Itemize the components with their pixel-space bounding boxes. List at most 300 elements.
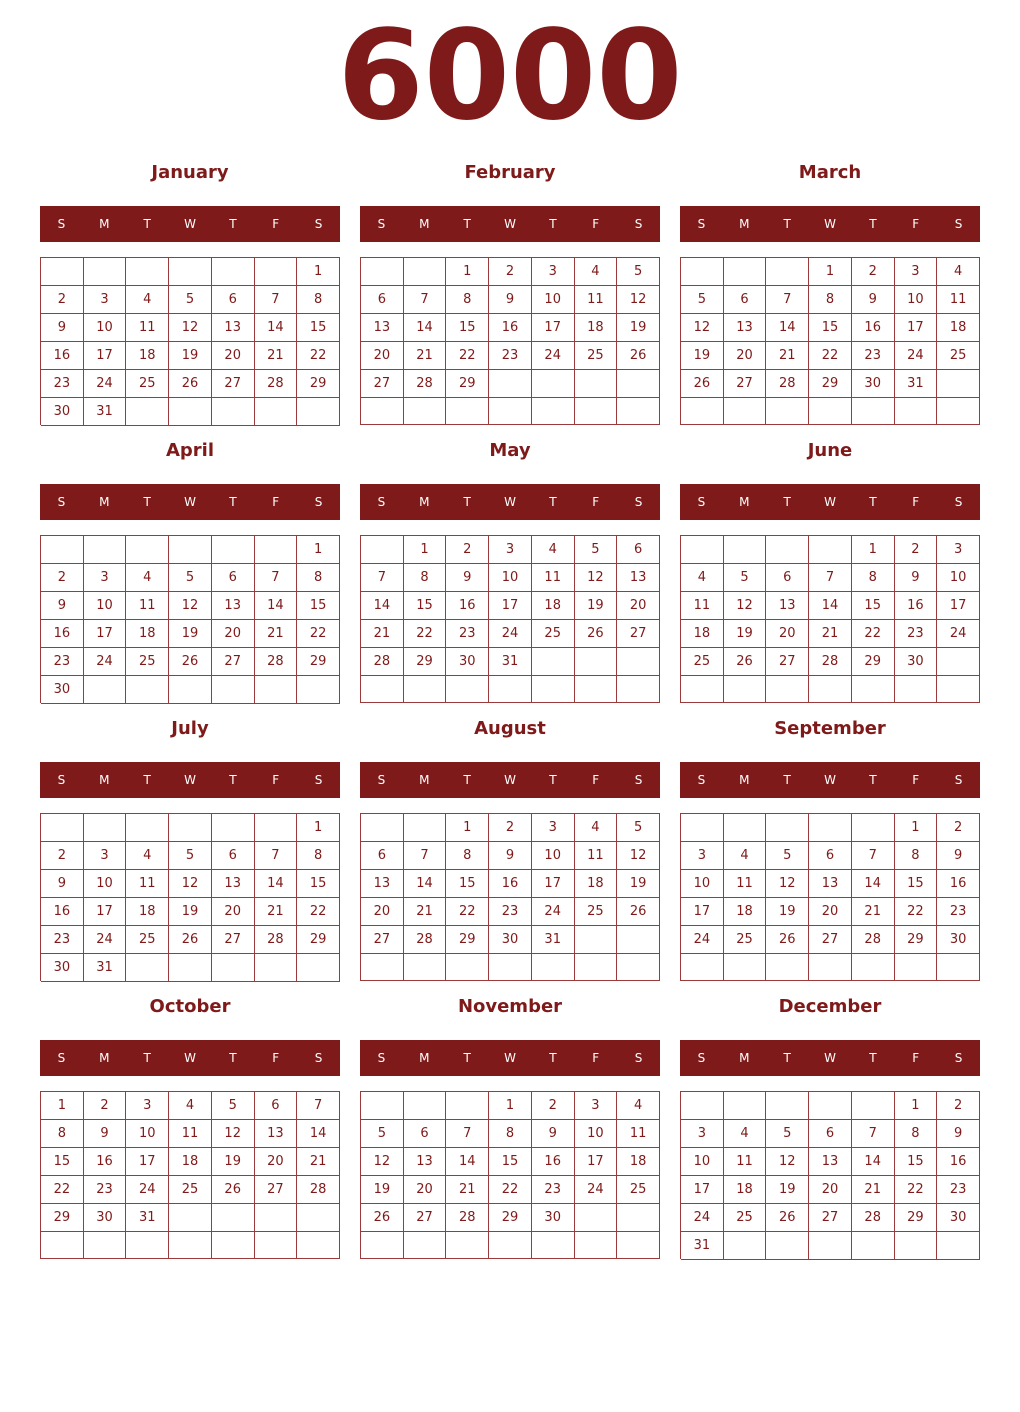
day-cell: 13 <box>212 314 255 342</box>
day-cell: 18 <box>724 898 767 926</box>
day-cell: 16 <box>937 870 980 898</box>
day-cell <box>937 954 980 981</box>
day-cell <box>212 398 255 426</box>
day-cell <box>937 648 980 676</box>
day-cell: 10 <box>532 842 575 870</box>
day-cell: 27 <box>404 1204 447 1232</box>
day-cell <box>169 814 212 842</box>
day-cell: 6 <box>212 286 255 314</box>
day-cell: 2 <box>41 286 84 314</box>
day-cell <box>126 536 169 564</box>
day-cell <box>852 1092 895 1120</box>
day-cell: 26 <box>575 620 618 648</box>
day-cell: 15 <box>895 1148 938 1176</box>
day-cell: 22 <box>446 342 489 370</box>
day-cell: 15 <box>852 592 895 620</box>
weekday-label: S <box>634 495 643 509</box>
day-cell: 7 <box>766 286 809 314</box>
day-cell <box>937 676 980 703</box>
day-cell: 2 <box>489 258 532 286</box>
day-cell <box>575 676 618 703</box>
day-cell: 10 <box>489 564 532 592</box>
day-cell: 16 <box>489 870 532 898</box>
day-cell: 29 <box>446 926 489 954</box>
day-cell: 27 <box>617 620 660 648</box>
day-cell: 17 <box>84 342 127 370</box>
day-cell: 3 <box>489 536 532 564</box>
weekday-label: T <box>783 773 791 787</box>
day-cell: 15 <box>895 870 938 898</box>
day-cell <box>766 676 809 703</box>
day-cell <box>212 1204 255 1232</box>
day-cell: 16 <box>532 1148 575 1176</box>
day-cell: 4 <box>575 814 618 842</box>
day-cell: 30 <box>937 1204 980 1232</box>
day-cell: 16 <box>895 592 938 620</box>
month-name: July <box>171 718 209 739</box>
day-cell <box>937 1232 980 1260</box>
day-cell: 7 <box>446 1120 489 1148</box>
day-cell: 20 <box>212 342 255 370</box>
day-cell <box>255 814 298 842</box>
day-cell: 21 <box>852 1176 895 1204</box>
day-cell: 9 <box>937 842 980 870</box>
day-cell: 28 <box>297 1176 340 1204</box>
day-cell: 24 <box>84 370 127 398</box>
day-cell: 29 <box>297 648 340 676</box>
day-cell <box>809 954 852 981</box>
day-cell: 13 <box>255 1120 298 1148</box>
month-name: April <box>165 440 215 461</box>
weekday-label: T <box>143 1051 151 1065</box>
day-cell: 15 <box>809 314 852 342</box>
day-cell <box>724 814 767 842</box>
day-cell: 22 <box>297 898 340 926</box>
day-cell: 19 <box>212 1148 255 1176</box>
day-cell: 23 <box>84 1176 127 1204</box>
day-cell <box>41 536 84 564</box>
day-cell: 2 <box>895 536 938 564</box>
day-cell: 24 <box>681 926 724 954</box>
day-cell <box>766 1232 809 1260</box>
day-cell <box>297 954 340 982</box>
day-cell: 23 <box>937 1176 980 1204</box>
weekday-label: T <box>463 1051 471 1065</box>
weekday-label: S <box>377 217 386 231</box>
day-cell <box>297 398 340 426</box>
weekday-header <box>360 484 660 520</box>
day-cell: 21 <box>255 898 298 926</box>
day-cell: 8 <box>404 564 447 592</box>
day-cell: 12 <box>169 870 212 898</box>
day-grid <box>40 813 340 981</box>
day-cell: 3 <box>532 258 575 286</box>
day-cell: 7 <box>361 564 404 592</box>
day-cell <box>255 536 298 564</box>
day-cell: 9 <box>895 564 938 592</box>
day-cell: 8 <box>446 286 489 314</box>
weekday-label: T <box>463 217 471 231</box>
day-cell: 25 <box>532 620 575 648</box>
weekday-label: W <box>824 495 836 509</box>
day-cell: 21 <box>297 1148 340 1176</box>
day-cell <box>532 676 575 703</box>
year-title: 6000 <box>337 4 683 148</box>
day-cell: 6 <box>212 842 255 870</box>
day-cell <box>489 398 532 425</box>
day-cell <box>532 370 575 398</box>
weekday-label: F <box>272 495 280 509</box>
day-cell: 8 <box>297 286 340 314</box>
day-cell: 10 <box>532 286 575 314</box>
day-cell: 18 <box>937 314 980 342</box>
day-cell <box>681 258 724 286</box>
day-cell <box>617 398 660 425</box>
day-cell: 14 <box>809 592 852 620</box>
day-cell <box>404 676 447 703</box>
day-cell: 13 <box>212 592 255 620</box>
weekday-label: W <box>504 773 516 787</box>
day-cell: 9 <box>489 286 532 314</box>
day-cell: 27 <box>361 370 404 398</box>
day-cell: 20 <box>617 592 660 620</box>
day-cell: 10 <box>84 314 127 342</box>
day-cell <box>724 1232 767 1260</box>
day-cell: 9 <box>937 1120 980 1148</box>
day-cell: 4 <box>532 536 575 564</box>
weekday-label: M <box>99 217 110 231</box>
day-cell: 9 <box>84 1120 127 1148</box>
weekday-label: T <box>869 773 877 787</box>
day-cell <box>212 1232 255 1259</box>
day-cell <box>852 814 895 842</box>
day-cell: 17 <box>681 898 724 926</box>
day-cell <box>212 814 255 842</box>
weekday-label: S <box>314 495 323 509</box>
day-cell: 11 <box>724 870 767 898</box>
day-cell: 8 <box>489 1120 532 1148</box>
weekday-header <box>40 762 340 798</box>
day-cell <box>681 954 724 981</box>
day-cell: 26 <box>169 648 212 676</box>
day-cell: 4 <box>126 286 169 314</box>
day-cell: 18 <box>724 1176 767 1204</box>
day-cell: 5 <box>617 814 660 842</box>
day-cell: 27 <box>255 1176 298 1204</box>
weekday-label: W <box>504 495 516 509</box>
day-cell: 7 <box>404 286 447 314</box>
weekday-label: S <box>697 217 706 231</box>
weekday-label: T <box>549 1051 557 1065</box>
day-cell: 14 <box>404 314 447 342</box>
day-cell: 30 <box>532 1204 575 1232</box>
weekday-label: M <box>739 773 750 787</box>
weekday-label: T <box>143 495 151 509</box>
day-cell: 25 <box>575 898 618 926</box>
day-cell: 28 <box>446 1204 489 1232</box>
weekday-label: T <box>463 773 471 787</box>
weekday-label: S <box>697 773 706 787</box>
day-cell: 15 <box>404 592 447 620</box>
day-cell: 30 <box>41 398 84 426</box>
day-cell: 5 <box>212 1092 255 1120</box>
day-cell <box>297 676 340 704</box>
day-cell: 20 <box>724 342 767 370</box>
weekday-label: S <box>954 495 963 509</box>
day-cell <box>361 1092 404 1120</box>
day-cell <box>404 258 447 286</box>
day-cell: 23 <box>41 926 84 954</box>
day-cell: 31 <box>126 1204 169 1232</box>
day-cell: 29 <box>297 926 340 954</box>
day-cell: 28 <box>255 370 298 398</box>
weekday-label: T <box>783 217 791 231</box>
day-cell: 29 <box>852 648 895 676</box>
day-cell: 9 <box>41 592 84 620</box>
day-cell: 5 <box>766 842 809 870</box>
day-cell: 21 <box>404 342 447 370</box>
weekday-label: F <box>912 773 920 787</box>
day-cell <box>617 648 660 676</box>
weekday-label: S <box>954 1051 963 1065</box>
weekday-label: S <box>314 773 323 787</box>
weekday-label: M <box>99 495 110 509</box>
day-cell: 8 <box>809 286 852 314</box>
day-cell: 25 <box>617 1176 660 1204</box>
day-cell: 1 <box>41 1092 84 1120</box>
day-cell: 4 <box>617 1092 660 1120</box>
day-cell: 24 <box>937 620 980 648</box>
day-cell: 4 <box>126 842 169 870</box>
weekday-label: S <box>57 217 66 231</box>
day-cell: 31 <box>532 926 575 954</box>
day-cell: 29 <box>297 370 340 398</box>
day-cell: 18 <box>575 314 618 342</box>
day-cell <box>446 1232 489 1259</box>
day-cell <box>212 676 255 704</box>
day-cell: 11 <box>126 870 169 898</box>
weekday-label: F <box>912 1051 920 1065</box>
month-name: June <box>807 440 853 461</box>
day-cell: 4 <box>937 258 980 286</box>
day-cell: 25 <box>126 648 169 676</box>
day-cell: 6 <box>404 1120 447 1148</box>
day-cell <box>169 536 212 564</box>
day-cell <box>895 398 938 425</box>
day-cell: 26 <box>724 648 767 676</box>
day-cell <box>489 370 532 398</box>
day-cell: 17 <box>126 1148 169 1176</box>
day-cell: 2 <box>446 536 489 564</box>
weekday-header <box>680 206 980 242</box>
weekday-label: F <box>272 217 280 231</box>
day-cell <box>212 536 255 564</box>
day-cell: 12 <box>361 1148 404 1176</box>
day-cell: 23 <box>895 620 938 648</box>
day-cell: 29 <box>809 370 852 398</box>
day-cell: 17 <box>895 314 938 342</box>
day-cell: 30 <box>852 370 895 398</box>
day-cell: 11 <box>169 1120 212 1148</box>
weekday-header <box>40 1040 340 1076</box>
day-cell: 3 <box>532 814 575 842</box>
day-cell: 31 <box>895 370 938 398</box>
day-cell <box>41 258 84 286</box>
day-cell: 7 <box>255 564 298 592</box>
day-cell <box>489 954 532 981</box>
day-cell: 4 <box>575 258 618 286</box>
day-cell: 17 <box>84 620 127 648</box>
day-cell: 22 <box>852 620 895 648</box>
day-cell <box>766 536 809 564</box>
day-cell: 6 <box>766 564 809 592</box>
day-cell <box>681 814 724 842</box>
weekday-label: S <box>954 773 963 787</box>
day-cell: 18 <box>681 620 724 648</box>
weekday-label: T <box>229 773 237 787</box>
day-cell: 25 <box>126 926 169 954</box>
day-cell: 4 <box>724 1120 767 1148</box>
day-cell: 10 <box>84 870 127 898</box>
weekday-header <box>360 1040 660 1076</box>
day-cell <box>809 536 852 564</box>
day-cell: 24 <box>489 620 532 648</box>
day-cell: 13 <box>361 870 404 898</box>
day-cell: 15 <box>446 314 489 342</box>
weekday-header <box>680 1040 980 1076</box>
day-cell: 18 <box>617 1148 660 1176</box>
day-cell: 28 <box>255 926 298 954</box>
day-cell: 2 <box>84 1092 127 1120</box>
day-cell <box>361 954 404 981</box>
day-cell: 10 <box>895 286 938 314</box>
month-name: September <box>774 718 886 739</box>
weekday-label: S <box>377 773 386 787</box>
day-cell <box>169 258 212 286</box>
day-cell: 3 <box>84 842 127 870</box>
day-cell: 17 <box>681 1176 724 1204</box>
day-cell: 6 <box>212 564 255 592</box>
day-cell: 20 <box>361 898 404 926</box>
day-cell: 2 <box>532 1092 575 1120</box>
weekday-label: W <box>504 217 516 231</box>
day-cell: 27 <box>212 648 255 676</box>
day-cell <box>575 370 618 398</box>
weekday-label: S <box>954 217 963 231</box>
day-cell: 6 <box>361 286 404 314</box>
day-cell: 8 <box>446 842 489 870</box>
day-grid <box>360 535 660 703</box>
month-name: August <box>474 718 546 739</box>
day-cell: 18 <box>126 620 169 648</box>
weekday-label: W <box>184 217 196 231</box>
day-cell: 18 <box>169 1148 212 1176</box>
day-cell: 2 <box>41 564 84 592</box>
day-cell <box>681 676 724 703</box>
day-cell <box>617 926 660 954</box>
weekday-label: W <box>504 1051 516 1065</box>
weekday-label: T <box>549 495 557 509</box>
weekday-label: T <box>229 495 237 509</box>
weekday-label: F <box>912 495 920 509</box>
day-cell: 29 <box>895 926 938 954</box>
day-cell <box>681 1092 724 1120</box>
weekday-label: T <box>869 217 877 231</box>
day-cell: 31 <box>681 1232 724 1260</box>
day-cell: 16 <box>41 342 84 370</box>
day-cell: 11 <box>126 314 169 342</box>
day-cell: 14 <box>766 314 809 342</box>
day-cell: 11 <box>681 592 724 620</box>
day-cell <box>41 814 84 842</box>
day-cell: 9 <box>489 842 532 870</box>
day-cell: 15 <box>297 870 340 898</box>
day-cell: 1 <box>852 536 895 564</box>
weekday-label: M <box>419 773 430 787</box>
day-cell: 25 <box>126 370 169 398</box>
day-cell: 30 <box>489 926 532 954</box>
day-cell: 11 <box>617 1120 660 1148</box>
day-cell: 17 <box>532 314 575 342</box>
weekday-header <box>360 762 660 798</box>
weekday-label: M <box>99 1051 110 1065</box>
day-cell: 17 <box>489 592 532 620</box>
day-cell: 14 <box>852 1148 895 1176</box>
day-cell: 29 <box>41 1204 84 1232</box>
day-cell <box>361 536 404 564</box>
day-cell: 19 <box>681 342 724 370</box>
weekday-label: S <box>314 217 323 231</box>
day-cell: 6 <box>724 286 767 314</box>
day-cell <box>126 1232 169 1259</box>
day-cell: 8 <box>852 564 895 592</box>
day-cell: 29 <box>489 1204 532 1232</box>
day-cell: 7 <box>404 842 447 870</box>
day-cell: 23 <box>489 342 532 370</box>
weekday-label: M <box>419 495 430 509</box>
day-cell <box>404 398 447 425</box>
day-cell: 5 <box>575 536 618 564</box>
day-cell: 11 <box>724 1148 767 1176</box>
day-cell: 1 <box>404 536 447 564</box>
day-cell <box>532 954 575 981</box>
weekday-label: F <box>592 773 600 787</box>
day-cell <box>84 814 127 842</box>
day-cell: 3 <box>895 258 938 286</box>
day-cell: 2 <box>852 258 895 286</box>
weekday-label: W <box>184 495 196 509</box>
day-cell <box>575 648 618 676</box>
day-cell <box>404 1092 447 1120</box>
weekday-label: M <box>739 217 750 231</box>
day-cell: 25 <box>575 342 618 370</box>
day-cell: 7 <box>255 842 298 870</box>
day-cell <box>532 398 575 425</box>
day-cell: 11 <box>575 842 618 870</box>
weekday-label: S <box>57 495 66 509</box>
day-cell: 1 <box>895 814 938 842</box>
day-cell: 2 <box>937 814 980 842</box>
day-cell <box>446 398 489 425</box>
day-cell: 24 <box>681 1204 724 1232</box>
day-cell: 25 <box>724 1204 767 1232</box>
day-cell: 12 <box>681 314 724 342</box>
day-cell: 8 <box>895 1120 938 1148</box>
day-cell: 22 <box>489 1176 532 1204</box>
day-cell: 24 <box>84 926 127 954</box>
day-cell: 14 <box>255 314 298 342</box>
day-cell: 21 <box>255 620 298 648</box>
